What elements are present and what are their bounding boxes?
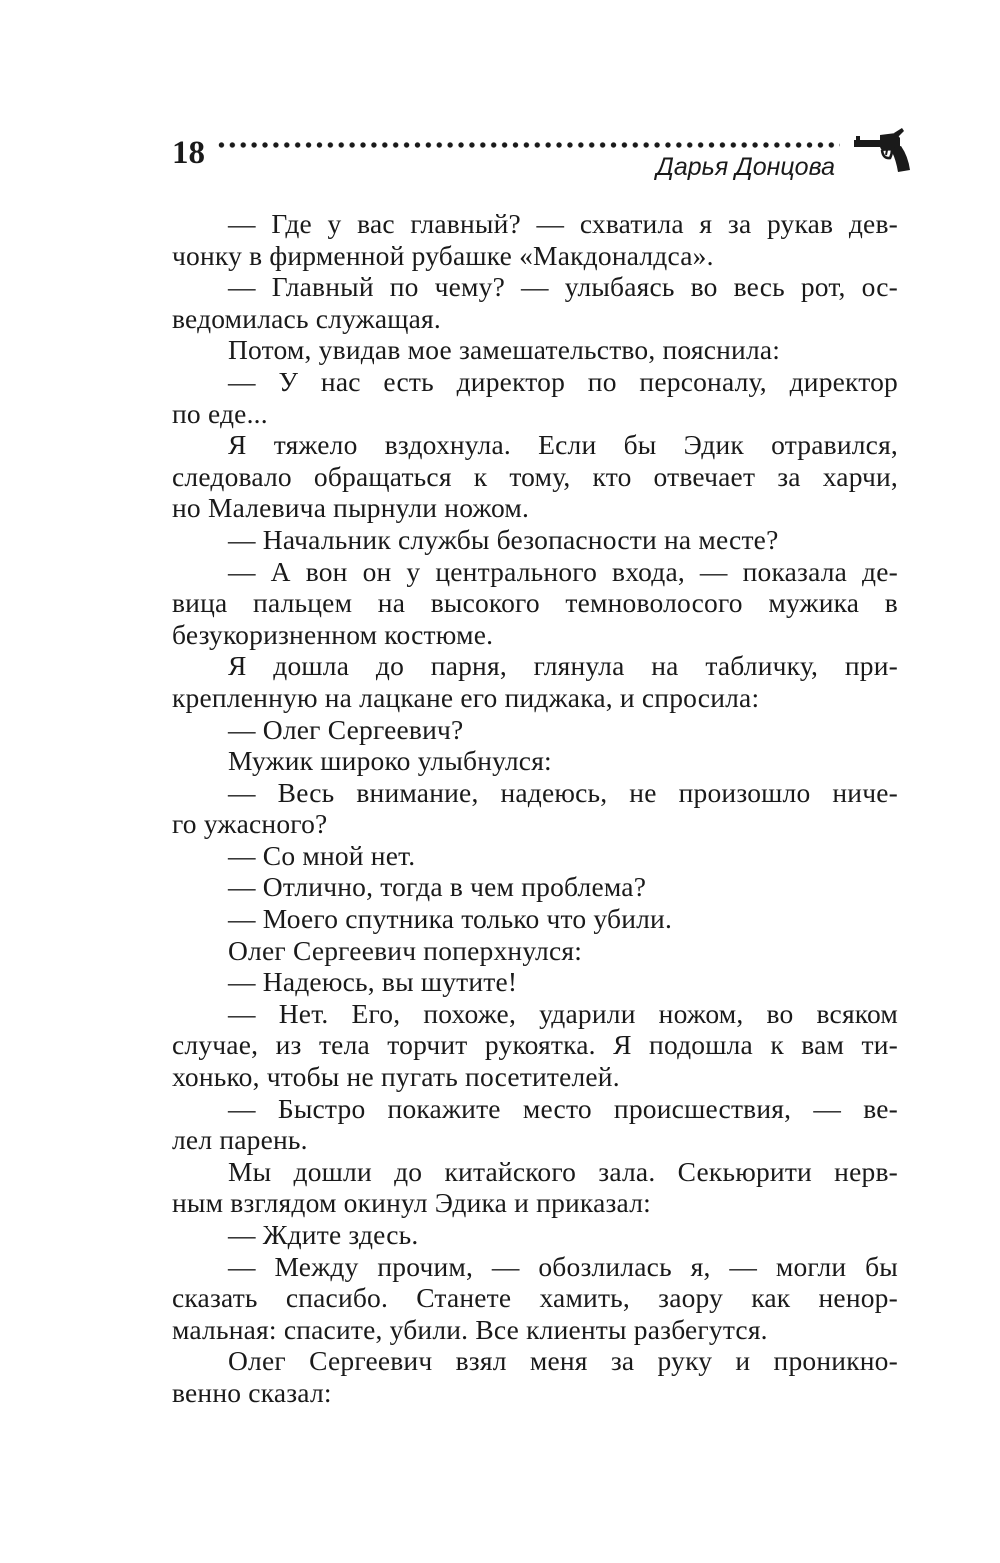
text-line: — Между прочим, — обозлилась я, — могли бы bbox=[228, 1250, 898, 1282]
text-line: Я тяжело вздохнула. Если бы Эдик отравился, bbox=[228, 429, 898, 461]
text-line: следовало обращаться к тому, кто отвечает за харчи, bbox=[172, 460, 898, 492]
body-text bbox=[172, 208, 898, 1409]
text-line: по еде... bbox=[172, 397, 268, 429]
text-line: — Нет. Его, похоже, ударили ножом, во всяком bbox=[228, 997, 898, 1029]
text-line: — А вон он у центрального входа, — показала де- bbox=[228, 555, 898, 587]
header-dot-leader bbox=[216, 142, 840, 148]
text-line: Мы дошли до китайского зала. Секьюрити нерв- bbox=[228, 1155, 898, 1187]
text-line: — Моего спутника только что убили. bbox=[228, 903, 673, 935]
text-line: мальная: спасите, убили. Все клиенты разбегутся. bbox=[172, 1313, 768, 1345]
text-line: — У нас есть директор по персоналу, директор bbox=[228, 365, 898, 397]
text-line: безукоризненном костюме. bbox=[172, 618, 494, 650]
text-line: — Олег Сергеевич? bbox=[228, 713, 464, 745]
text-line: — Начальник службы безопасности на месте? bbox=[228, 523, 779, 555]
text-line: хонько, чтобы не пугать посетителей. bbox=[172, 1061, 620, 1093]
text-line: Я дошла до парня, глянула на табличку, при- bbox=[228, 650, 898, 682]
text-line: лел парень. bbox=[172, 1124, 308, 1156]
text-line: ным взглядом окинул Эдика и приказал: bbox=[172, 1187, 651, 1219]
text-line: вица пальцем на высокого темноволосого мужика в bbox=[172, 587, 898, 619]
text-line: крепленную на лацкане его пиджака, и спросила: bbox=[172, 681, 760, 713]
text-line: Потом, увидав мое замешательство, пояснила: bbox=[228, 334, 781, 366]
text-line: сказать спасибо. Станете хамить, заору как ненор- bbox=[172, 1282, 898, 1314]
text-line: Олег Сергеевич поперхнулся: bbox=[228, 934, 583, 966]
text-line: — Надеюсь, вы шутите! bbox=[228, 966, 518, 998]
text-line: случае, из тела торчит рукоятка. Я подошла к вам ти- bbox=[172, 1029, 898, 1061]
text-line: — Весь внимание, надеюсь, не произошло ниче- bbox=[228, 776, 898, 808]
text-line: — Ждите здесь. bbox=[228, 1219, 419, 1250]
text-line: — Быстро покажите место происшествия, — ве- bbox=[228, 1092, 898, 1124]
text-line: — Со мной нет. bbox=[228, 839, 416, 871]
text-line: го ужасного? bbox=[172, 808, 328, 840]
text-line: венно сказал: bbox=[172, 1376, 332, 1408]
text-line: Мужик широко улыбнулся: bbox=[228, 745, 552, 777]
text-line: Олег Сергеевич взял меня за руку и проникно- bbox=[228, 1345, 898, 1377]
pistol-icon bbox=[852, 126, 912, 174]
running-head-author: Дарья Донцова bbox=[656, 153, 835, 181]
text-line: — Где у вас главный? — схватила я за рукав дев- bbox=[228, 208, 898, 239]
text-line: чонку в фирменной рубашке «Макдоналдса». bbox=[172, 239, 714, 271]
text-line: ведомилась служащая. bbox=[172, 302, 441, 334]
page-number: 18 bbox=[172, 135, 205, 171]
text-line: — Отлично, тогда в чем проблема? bbox=[228, 871, 647, 903]
text-line: но Малевича пырнули ножом. bbox=[172, 492, 530, 524]
text-line: — Главный по чему? — улыбаясь во весь рот, ос- bbox=[228, 271, 898, 303]
